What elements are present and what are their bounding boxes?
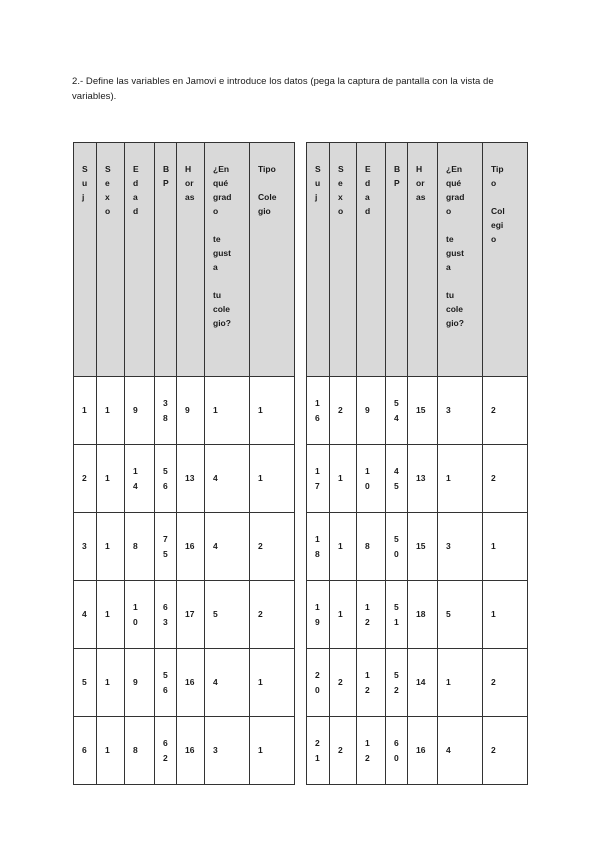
cell-value: 6 3 (163, 601, 168, 627)
cell-value: 1 (105, 677, 110, 687)
table-cell (97, 513, 125, 581)
cell-value: 2 (491, 745, 496, 755)
cell-value: 1 (446, 473, 451, 483)
table-cell (483, 649, 528, 717)
table-cell (307, 513, 330, 581)
cell-value: 1 6 (315, 397, 320, 423)
table-row (74, 649, 295, 717)
cell-value: 16 (416, 745, 426, 755)
cell-value: 1 9 (315, 601, 320, 627)
table-cell (438, 717, 483, 785)
cell-value: 8 (365, 541, 370, 551)
table-cell (97, 445, 125, 513)
table-cell (177, 717, 205, 785)
cell-value: 1 0 (365, 465, 370, 491)
table-row (74, 513, 295, 581)
table-row (307, 445, 528, 513)
table-cell (357, 717, 386, 785)
header-cell (250, 143, 295, 377)
table-cell (155, 445, 177, 513)
header-cell (386, 143, 408, 377)
cell-value: 9 (185, 405, 190, 415)
header-cell (125, 143, 155, 377)
table-cell (330, 513, 357, 581)
table-cell (330, 717, 357, 785)
header-cell (177, 143, 205, 377)
cell-value: 4 (82, 609, 87, 619)
table-cell (307, 581, 330, 649)
table-cell (155, 513, 177, 581)
table-row (307, 717, 528, 785)
cell-value: 1 7 (315, 465, 320, 491)
header-row (74, 143, 295, 377)
table-cell (205, 445, 250, 513)
cell-value: 2 (82, 473, 87, 483)
cell-value: 5 (213, 609, 218, 619)
table-cell (250, 445, 295, 513)
table-cell (97, 717, 125, 785)
table-cell (155, 717, 177, 785)
cell-value: 5 (446, 609, 451, 619)
header-cell (97, 143, 125, 377)
table-cell (177, 445, 205, 513)
cell-value: 8 (133, 541, 138, 551)
table-cell (74, 513, 97, 581)
cell-value: 2 1 (315, 737, 320, 763)
cell-value: 5 6 (163, 669, 168, 695)
header-cell (205, 143, 250, 377)
table-cell (125, 445, 155, 513)
header-cell (74, 143, 97, 377)
header-horas: H or as (185, 164, 195, 202)
table-cell (125, 377, 155, 445)
cell-value: 5 6 (163, 465, 168, 491)
header-horas: H or as (416, 164, 426, 202)
table-cell (483, 717, 528, 785)
cell-value: 1 (338, 541, 343, 551)
cell-value: 3 8 (163, 397, 168, 423)
header-suj: S u j (315, 164, 321, 202)
table-row (307, 513, 528, 581)
table-cell (250, 513, 295, 581)
table-cell (125, 717, 155, 785)
cell-value: 18 (416, 609, 426, 619)
table-cell (386, 513, 408, 581)
cell-value: 15 (416, 405, 426, 415)
table-cell (438, 649, 483, 717)
cell-value: 1 (105, 473, 110, 483)
table-cell (438, 581, 483, 649)
cell-value: 1 (105, 609, 110, 619)
table-cell (155, 581, 177, 649)
table-cell (408, 445, 438, 513)
cell-value: 3 (213, 745, 218, 755)
table-cell (386, 717, 408, 785)
cell-value: 1 (258, 473, 263, 483)
cell-value: 4 (446, 745, 451, 755)
header-suj: S u j (82, 164, 88, 202)
cell-value: 5 1 (394, 601, 399, 627)
table-cell (97, 377, 125, 445)
table-cell (155, 377, 177, 445)
cell-value: 3 (446, 405, 451, 415)
table-cell (307, 649, 330, 717)
table-cell (125, 649, 155, 717)
table-row (74, 717, 295, 785)
table-cell (74, 717, 97, 785)
table-cell (357, 513, 386, 581)
table-cell (155, 649, 177, 717)
table-body (307, 377, 528, 785)
cell-value: 1 8 (315, 533, 320, 559)
table-cell (74, 445, 97, 513)
cell-value: 5 0 (394, 533, 399, 559)
cell-value: 2 (258, 541, 263, 551)
table-cell (250, 649, 295, 717)
cell-value: 1 0 (133, 601, 138, 627)
cell-value: 15 (416, 541, 426, 551)
table-cell (205, 649, 250, 717)
cell-value: 2 0 (315, 669, 320, 695)
table-cell (483, 445, 528, 513)
table-cell (74, 649, 97, 717)
header-cell (438, 143, 483, 377)
cell-value: 1 (105, 405, 110, 415)
table-row (74, 581, 295, 649)
cell-value: 4 5 (394, 465, 399, 491)
table-cell (177, 513, 205, 581)
cell-value: 17 (185, 609, 195, 619)
table-cell (74, 377, 97, 445)
table-cell (307, 445, 330, 513)
table-cell (386, 377, 408, 445)
cell-value: 1 (491, 609, 496, 619)
cell-value: 1 (258, 405, 263, 415)
table-row (307, 581, 528, 649)
cell-value: 4 (213, 541, 218, 551)
table-cell (386, 649, 408, 717)
table-cell (250, 717, 295, 785)
table-cell (205, 377, 250, 445)
cell-value: 8 (133, 745, 138, 755)
cell-value: 4 (213, 677, 218, 687)
header-edad: E d a d (365, 164, 371, 216)
table-cell (438, 513, 483, 581)
table-row (74, 377, 295, 445)
table-cell (97, 649, 125, 717)
table-cell (483, 581, 528, 649)
cell-value: 1 2 (365, 669, 370, 695)
cell-value: 1 (338, 473, 343, 483)
header-cell (307, 143, 330, 377)
cell-value: 16 (185, 541, 195, 551)
cell-value: 9 (133, 405, 138, 415)
cell-value: 1 4 (133, 465, 138, 491)
cell-value: 2 (491, 677, 496, 687)
header-grado: ¿En qué grad o te gust a tu cole gio? (446, 164, 465, 328)
table-cell (250, 377, 295, 445)
table-row (307, 377, 528, 445)
table-cell (205, 581, 250, 649)
cell-value: 7 5 (163, 533, 168, 559)
cell-value: 13 (185, 473, 195, 483)
cell-value: 2 (258, 609, 263, 619)
cell-value: 2 (491, 405, 496, 415)
cell-value: 4 (213, 473, 218, 483)
table-cell (250, 581, 295, 649)
header-cell (408, 143, 438, 377)
table-cell (408, 513, 438, 581)
cell-value: 1 (258, 677, 263, 687)
table-cell (438, 445, 483, 513)
header-cell (330, 143, 357, 377)
header-cell (483, 143, 528, 377)
cell-value: 6 (82, 745, 87, 755)
cell-value: 1 (446, 677, 451, 687)
table-cell (386, 581, 408, 649)
header-tipo-colegio: Tipo Cole gio (258, 164, 277, 216)
table-cell (357, 445, 386, 513)
table-cell (438, 377, 483, 445)
table-cell (307, 377, 330, 445)
instruction-text: 2.- Define las variables en Jamovi e introduce los datos (pega la captura de pantalla con la vista de variables). (72, 76, 494, 102)
cell-value: 1 (105, 541, 110, 551)
table-cell (483, 513, 528, 581)
cell-value: 2 (338, 677, 343, 687)
table-row (74, 445, 295, 513)
table-cell (125, 581, 155, 649)
table-cell (357, 581, 386, 649)
cell-value: 5 2 (394, 669, 399, 695)
table-cell (357, 649, 386, 717)
cell-value: 16 (185, 745, 195, 755)
table-cell (408, 649, 438, 717)
table-cell (307, 717, 330, 785)
cell-value: 2 (338, 745, 343, 755)
table-body (74, 377, 295, 785)
cell-value: 14 (416, 677, 426, 687)
table-cell (408, 377, 438, 445)
table-cell (330, 581, 357, 649)
table-cell (205, 717, 250, 785)
header-bp: B P (163, 164, 170, 188)
table-cell (97, 581, 125, 649)
cell-value: 1 (258, 745, 263, 755)
header-cell (357, 143, 386, 377)
table-cell (330, 445, 357, 513)
cell-value: 1 (82, 405, 87, 415)
cell-value: 6 0 (394, 737, 399, 763)
header-row (307, 143, 528, 377)
table-cell (177, 377, 205, 445)
cell-value: 1 (338, 609, 343, 619)
table-cell (408, 581, 438, 649)
table-cell (483, 377, 528, 445)
data-table-left (73, 142, 295, 785)
header-edad: E d a d (133, 164, 139, 216)
cell-value: 16 (185, 677, 195, 687)
cell-value: 9 (365, 405, 370, 415)
cell-value: 3 (446, 541, 451, 551)
table-cell (330, 649, 357, 717)
cell-value: 1 (213, 405, 218, 415)
cell-value: 2 (338, 405, 343, 415)
cell-value: 6 2 (163, 737, 168, 763)
cell-value: 1 (491, 541, 496, 551)
header-cell (155, 143, 177, 377)
table-cell (177, 649, 205, 717)
table-cell (408, 717, 438, 785)
table-cell (357, 377, 386, 445)
header-grado: ¿En qué grad o te gust a tu cole gio? (213, 164, 232, 328)
cell-value: 2 (491, 473, 496, 483)
header-sexo: S e x o (105, 164, 111, 216)
table-cell (177, 581, 205, 649)
cell-value: 5 4 (394, 397, 399, 423)
data-table-right (306, 142, 528, 785)
cell-value: 9 (133, 677, 138, 687)
header-tipo-colegio: Tip o Col egi o (491, 164, 505, 244)
header-sexo: S e x o (338, 164, 344, 216)
cell-value: 1 (105, 745, 110, 755)
table-row (307, 649, 528, 717)
table-cell (386, 445, 408, 513)
table-cell (330, 377, 357, 445)
cell-value: 1 2 (365, 601, 370, 627)
cell-value: 3 (82, 541, 87, 551)
table-cell (74, 581, 97, 649)
table-cell (205, 513, 250, 581)
cell-value: 1 2 (365, 737, 370, 763)
header-bp: B P (394, 164, 401, 188)
cell-value: 5 (82, 677, 87, 687)
cell-value: 13 (416, 473, 426, 483)
table-cell (125, 513, 155, 581)
